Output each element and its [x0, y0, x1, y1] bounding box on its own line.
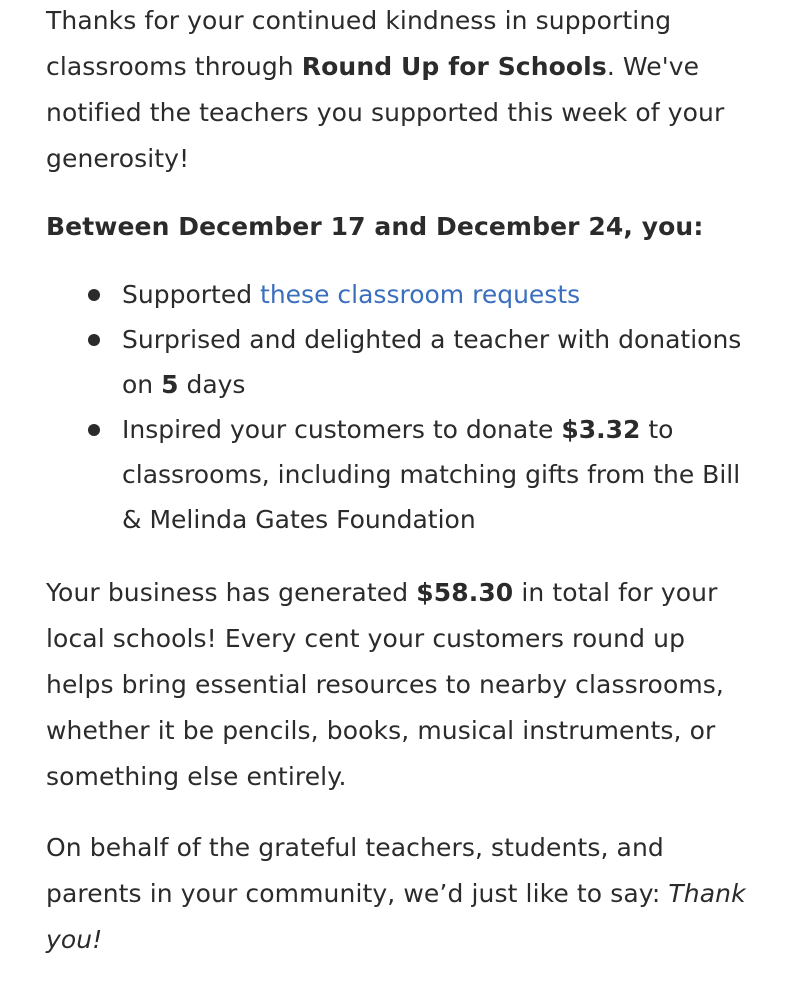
classroom-requests-link[interactable]: these classroom requests [260, 280, 581, 309]
stats-item-days-prefix: Surprised and delighted a teacher with donations on [122, 325, 742, 399]
closing-text: On behalf of the grateful teachers, students, and parents in your community, we’d just like to say: [46, 833, 669, 908]
donation-days-count: 5 [161, 370, 179, 399]
stats-item-supported-prefix: Supported [122, 280, 261, 309]
total-suffix: in total for your local schools! Every cent your customers round up helps bring essential resources to nearby classrooms, whether it be pencils, books, musical instruments, or something else entirely. [46, 578, 724, 791]
stats-item-customer-donations [46, 407, 746, 542]
program-name: Round Up for Schools [301, 52, 607, 81]
stats-item-donation-days [46, 317, 746, 407]
period-heading: Between December 17 and December 24, you: [46, 212, 704, 241]
intro-text-part1: Thanks for your continued kindness in supporting classrooms through [46, 6, 672, 81]
bullet-icon [88, 424, 100, 436]
stats-list [46, 272, 746, 542]
stats-item-days-suffix: days [178, 370, 246, 399]
total-paragraph [46, 570, 746, 800]
total-amount: $58.30 [416, 578, 514, 607]
stats-item-amount-suffix: to classrooms, including matching gifts from the Bill & Melinda Gates Foundation [122, 415, 741, 534]
bullet-icon [88, 289, 100, 301]
stats-item-supported [46, 272, 746, 317]
bullet-icon [88, 334, 100, 346]
intro-paragraph [46, 0, 746, 182]
weekly-donation-amount: $3.32 [561, 415, 641, 444]
thank-you-text: Thank you! [46, 879, 746, 954]
total-prefix: Your business has generated [46, 578, 417, 607]
closing-paragraph [46, 825, 746, 963]
intro-text-part2: . We've notified the teachers you supported this week of your generosity! [46, 52, 725, 173]
stats-item-amount-prefix: Inspired your customers to donate [122, 415, 562, 444]
